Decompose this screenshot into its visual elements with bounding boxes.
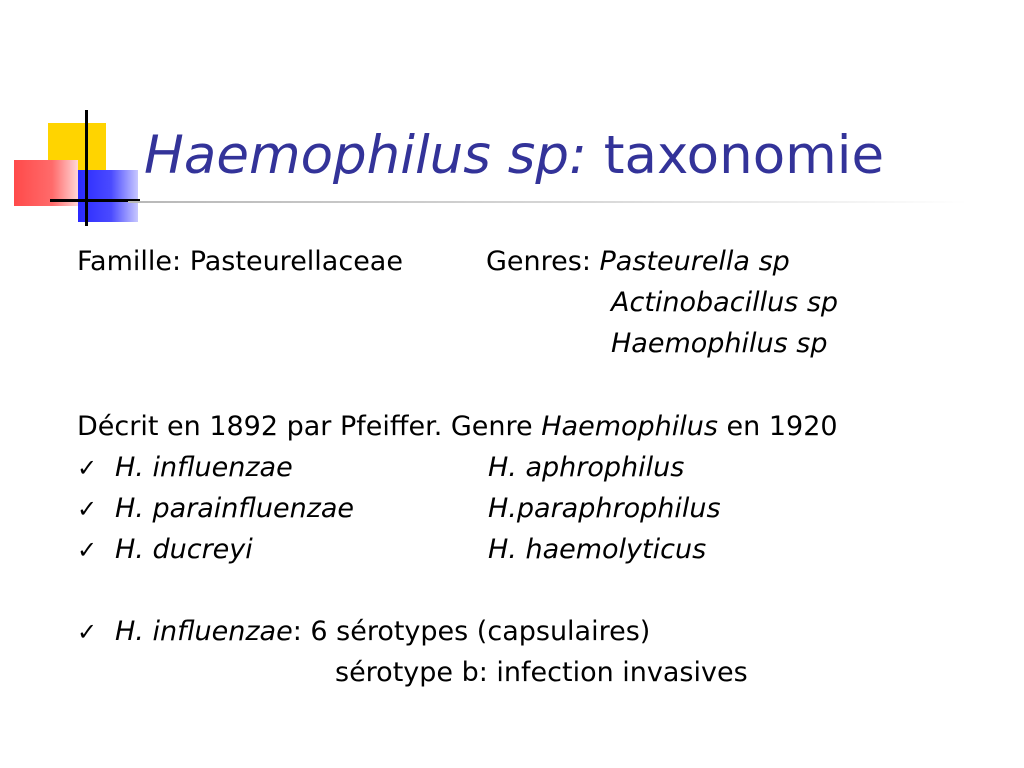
genre-item: Actinobacillus sp: [611, 287, 839, 318]
genres-line: [486, 245, 790, 279]
check-icon: ✓: [77, 618, 98, 646]
species-left: H. influenzae: [115, 452, 293, 483]
slide-title: [144, 124, 884, 188]
serotypes-species: H. influenzae: [115, 616, 293, 647]
species-right: H. aphrophilus: [488, 452, 685, 483]
species-left: H. ducreyi: [115, 534, 253, 565]
genre-item: Haemophilus sp: [611, 328, 828, 359]
famille-label: Famille: Pasteurellaceae: [77, 246, 403, 277]
check-icon: ✓: [77, 536, 98, 564]
genres-label: Genres:: [486, 246, 600, 277]
check-icon: ✓: [77, 495, 98, 523]
decorative-squares-logo: [0, 0, 160, 240]
history-suffix: en 1920: [717, 411, 838, 442]
title-normal: taxonomie: [586, 125, 885, 186]
horizontal-line: [50, 199, 140, 202]
species-left: H. parainfluenzae: [115, 493, 355, 524]
history-genus: Haemophilus: [541, 411, 718, 442]
species-right: H.paraphrophilus: [488, 493, 721, 524]
species-right: H. haemolyticus: [488, 534, 707, 565]
serotype-b-line: sérotype b: infection invasives: [335, 657, 748, 688]
check-icon: ✓: [77, 454, 98, 482]
title-italic: Haemophilus sp:: [144, 125, 587, 186]
serotypes-text: : 6 sérotypes (capsulaires): [292, 616, 651, 647]
vertical-line: [85, 110, 88, 226]
history-line: [77, 410, 838, 444]
title-underline: [128, 201, 968, 203]
genre-item: Pasteurella sp: [599, 246, 790, 277]
serotypes-line: [115, 615, 650, 649]
history-text: Décrit en 1892 par Pfeiffer. Genre: [77, 411, 542, 442]
